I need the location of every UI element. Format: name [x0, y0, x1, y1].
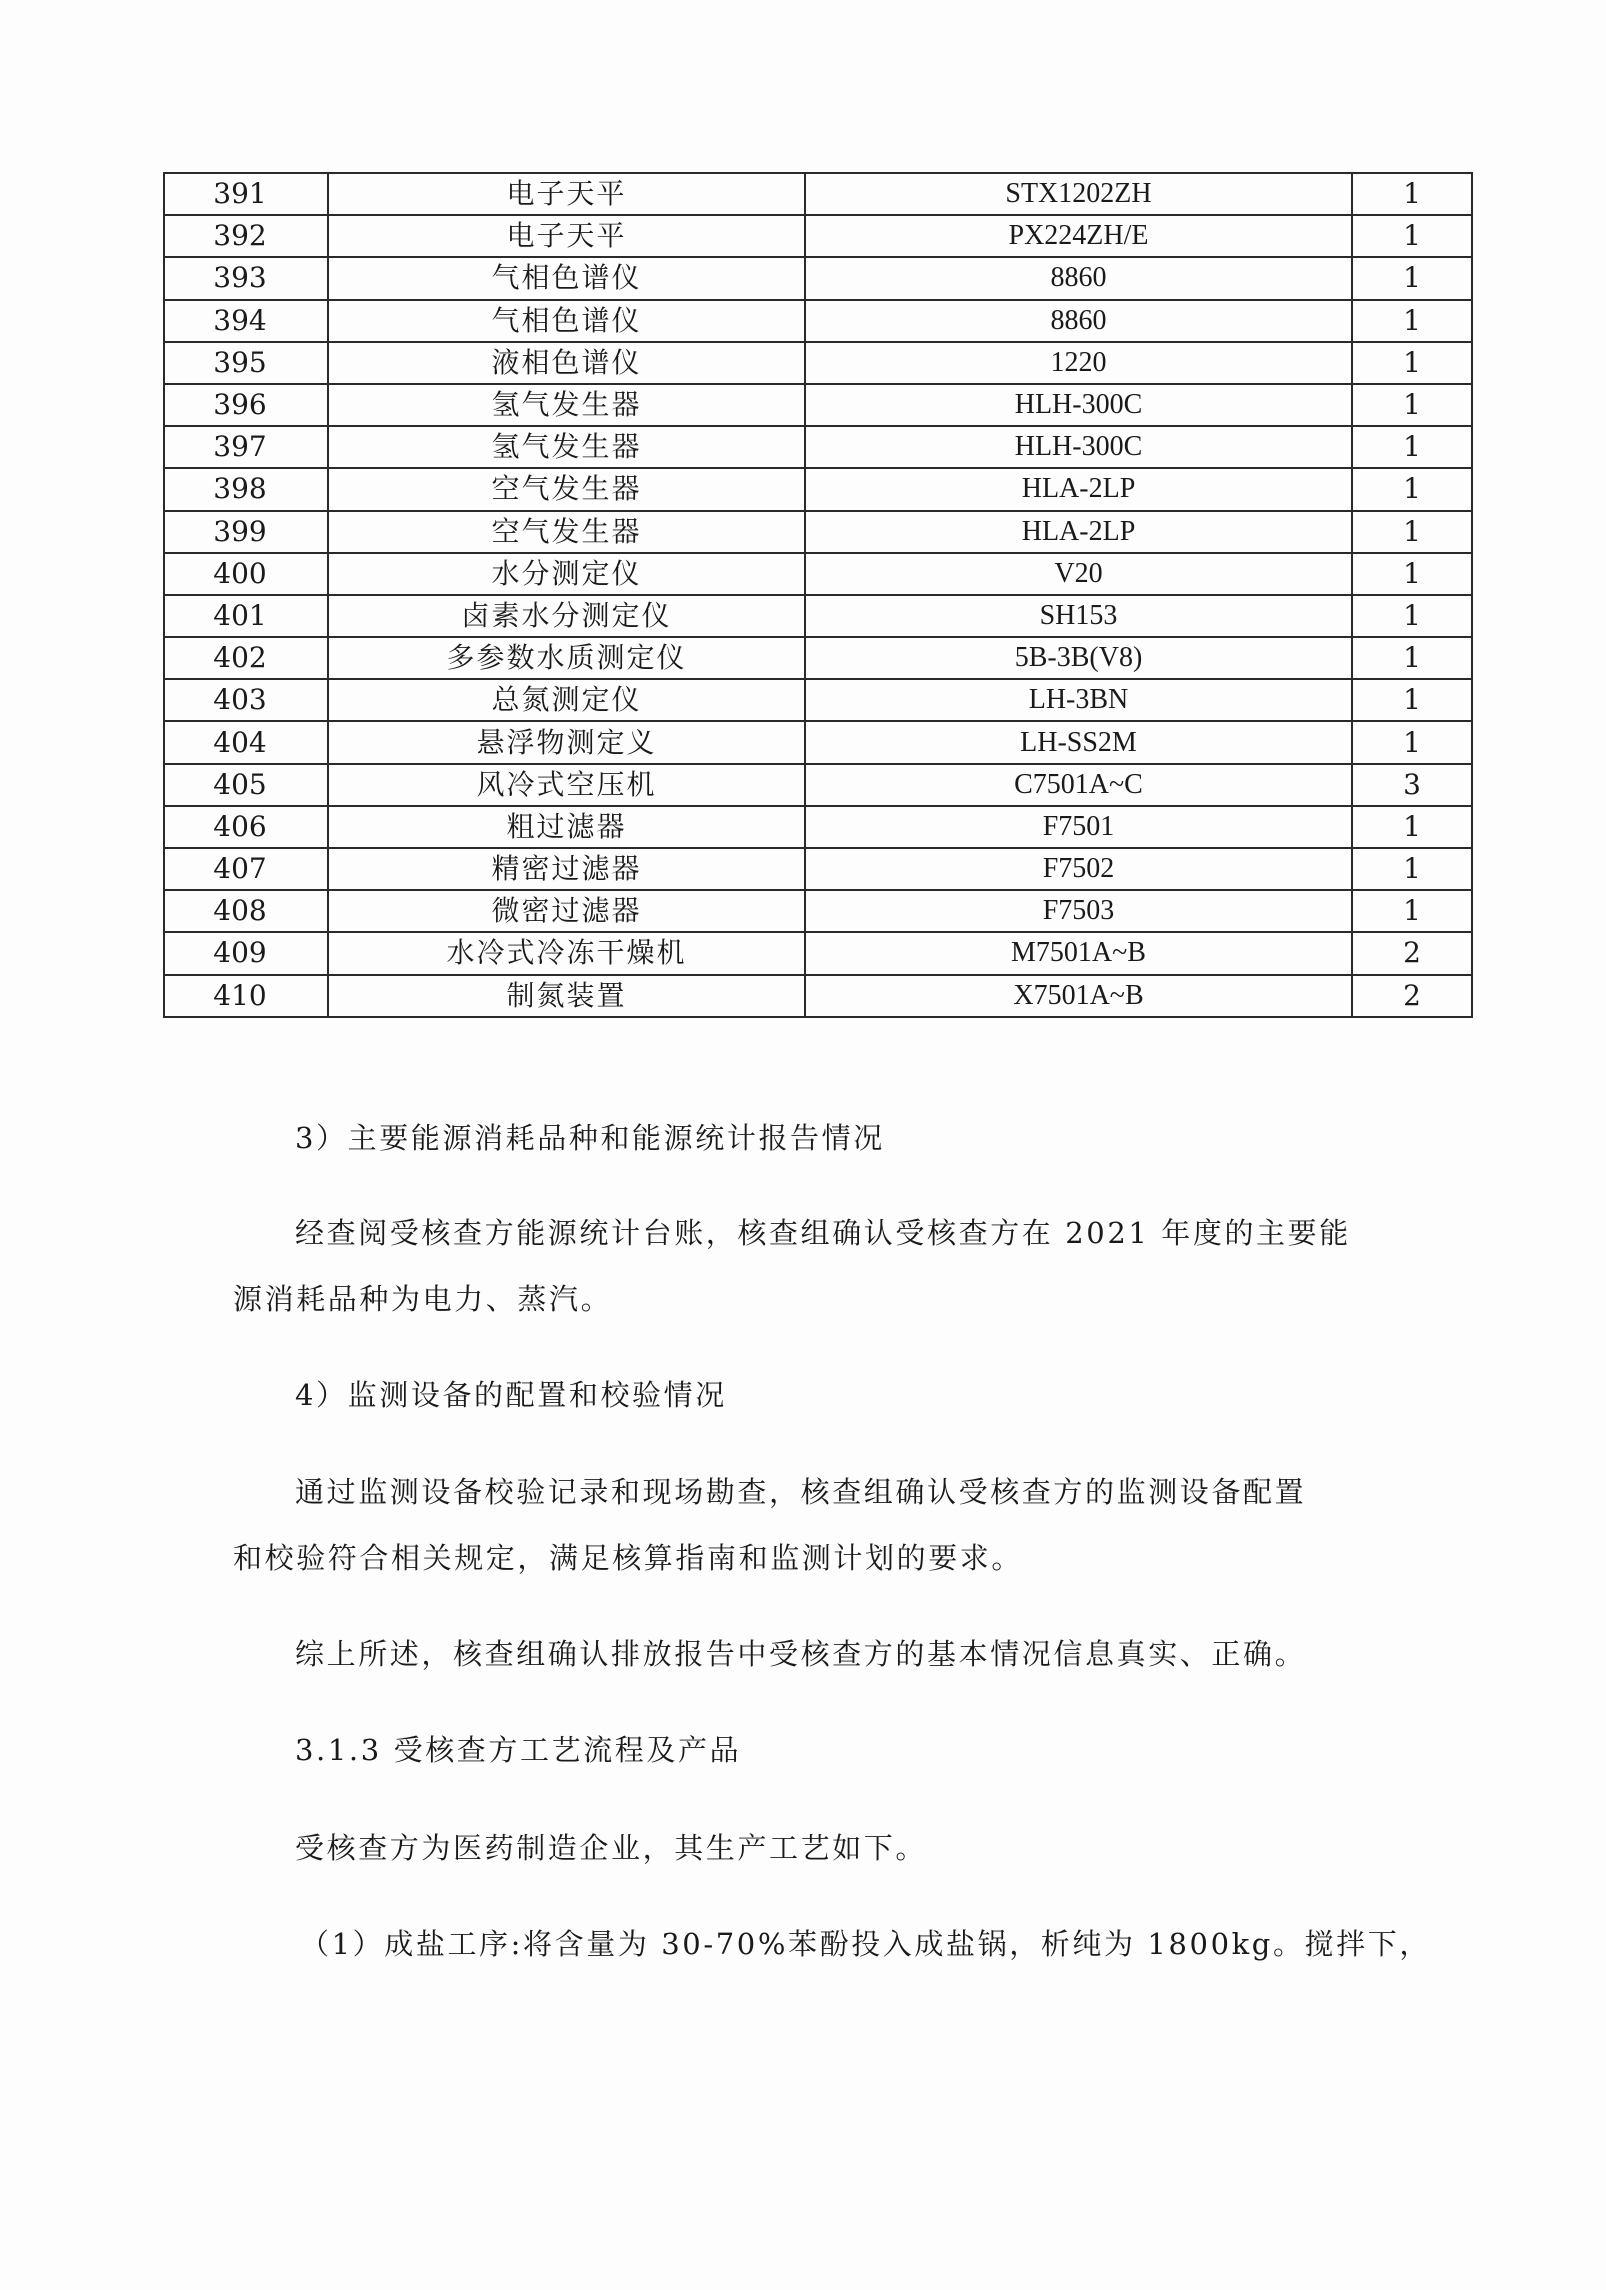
row-number: 393 [164, 257, 328, 299]
table-row [164, 553, 1472, 595]
row-number: 400 [164, 553, 328, 595]
equipment-name: 电子天平 [328, 173, 805, 215]
equipment-quantity: 1 [1352, 384, 1472, 426]
equipment-model: 8860 [805, 257, 1352, 299]
equipment-quantity: 3 [1352, 764, 1472, 806]
equipment-model: M7501A~B [805, 932, 1352, 974]
paragraph-summary: 综上所述，核查组确认排放报告中受核查方的基本情况信息真实、正确。 [295, 1637, 1307, 1671]
row-number: 409 [164, 932, 328, 974]
equipment-quantity: 2 [1352, 932, 1472, 974]
row-number: 406 [164, 806, 328, 848]
equipment-name: 精密过滤器 [328, 848, 805, 890]
table-row [164, 890, 1472, 932]
table-row [164, 173, 1472, 215]
equipment-quantity: 1 [1352, 806, 1472, 848]
table-row [164, 342, 1472, 384]
paragraph-monitoring-line-1: 通过监测设备校验记录和现场勘查，核查组确认受核查方的监测设备配置 [295, 1475, 1307, 1509]
equipment-quantity: 1 [1352, 637, 1472, 679]
table-row [164, 300, 1472, 342]
row-number: 404 [164, 721, 328, 763]
equipment-model: HLH-300C [805, 384, 1352, 426]
equipment-model: SH153 [805, 595, 1352, 637]
equipment-table-body [164, 173, 1472, 1017]
row-number: 395 [164, 342, 328, 384]
row-number: 405 [164, 764, 328, 806]
table-row [164, 975, 1472, 1017]
table-row [164, 721, 1472, 763]
equipment-model: 5B-3B(V8) [805, 637, 1352, 679]
equipment-name: 制氮装置 [328, 975, 805, 1017]
equipment-quantity: 1 [1352, 257, 1472, 299]
table-row [164, 215, 1472, 257]
equipment-quantity: 1 [1352, 300, 1472, 342]
row-number: 407 [164, 848, 328, 890]
equipment-model: V20 [805, 553, 1352, 595]
row-number: 402 [164, 637, 328, 679]
paragraph-step-1: （1）成盐工序:将含量为 30-70%苯酚投入成盐锅，析纯为 1800kg。搅拌下， [300, 1927, 1431, 1961]
equipment-name: 微密过滤器 [328, 890, 805, 932]
equipment-name: 悬浮物测定义 [328, 721, 805, 763]
heading-monitoring-equipment: 4）监测设备的配置和校验情况 [295, 1378, 727, 1412]
table-row [164, 511, 1472, 553]
table-row [164, 848, 1472, 890]
equipment-model: F7501 [805, 806, 1352, 848]
row-number: 410 [164, 975, 328, 1017]
section-heading-313: 3.1.3 受核查方工艺流程及产品 [295, 1733, 742, 1767]
equipment-model: STX1202ZH [805, 173, 1352, 215]
equipment-quantity: 1 [1352, 173, 1472, 215]
table-row [164, 384, 1472, 426]
table-row [164, 595, 1472, 637]
equipment-model: X7501A~B [805, 975, 1352, 1017]
equipment-model: LH-3BN [805, 679, 1352, 721]
equipment-model: LH-SS2M [805, 721, 1352, 763]
equipment-quantity: 1 [1352, 679, 1472, 721]
equipment-quantity: 1 [1352, 848, 1472, 890]
equipment-name: 气相色谱仪 [328, 300, 805, 342]
equipment-quantity: 1 [1352, 721, 1472, 763]
equipment-name: 水分测定仪 [328, 553, 805, 595]
equipment-name: 水冷式冷冻干燥机 [328, 932, 805, 974]
equipment-name: 空气发生器 [328, 511, 805, 553]
equipment-quantity: 1 [1352, 595, 1472, 637]
table-row [164, 806, 1472, 848]
row-number: 394 [164, 300, 328, 342]
equipment-quantity: 1 [1352, 215, 1472, 257]
row-number: 398 [164, 468, 328, 510]
equipment-table [163, 172, 1473, 1018]
table-row [164, 679, 1472, 721]
table-row [164, 257, 1472, 299]
equipment-model: F7502 [805, 848, 1352, 890]
heading-energy-consumption: 3）主要能源消耗品种和能源统计报告情况 [295, 1121, 885, 1155]
row-number: 391 [164, 173, 328, 215]
paragraph-energy-line-1: 经查阅受核查方能源统计台账，核查组确认受核查方在 2021 年度的主要能 [295, 1216, 1351, 1250]
row-number: 403 [164, 679, 328, 721]
paragraph-process-intro: 受核查方为医药制造企业，其生产工艺如下。 [295, 1831, 928, 1865]
equipment-name: 粗过滤器 [328, 806, 805, 848]
row-number: 397 [164, 426, 328, 468]
equipment-name: 卤素水分测定仪 [328, 595, 805, 637]
equipment-quantity: 1 [1352, 468, 1472, 510]
table-row [164, 468, 1472, 510]
table-row [164, 426, 1472, 468]
equipment-model: C7501A~C [805, 764, 1352, 806]
table-row [164, 764, 1472, 806]
equipment-quantity: 1 [1352, 342, 1472, 384]
equipment-name: 电子天平 [328, 215, 805, 257]
equipment-name: 液相色谱仪 [328, 342, 805, 384]
equipment-name: 气相色谱仪 [328, 257, 805, 299]
equipment-name: 氢气发生器 [328, 384, 805, 426]
equipment-quantity: 1 [1352, 890, 1472, 932]
row-number: 401 [164, 595, 328, 637]
equipment-model: 8860 [805, 300, 1352, 342]
equipment-name: 氢气发生器 [328, 426, 805, 468]
row-number: 392 [164, 215, 328, 257]
paragraph-energy-line-2: 源消耗品种为电力、蒸汽。 [233, 1282, 613, 1316]
equipment-model: HLH-300C [805, 426, 1352, 468]
table-row [164, 637, 1472, 679]
row-number: 396 [164, 384, 328, 426]
equipment-name: 风冷式空压机 [328, 764, 805, 806]
equipment-model: PX224ZH/E [805, 215, 1352, 257]
equipment-model: F7503 [805, 890, 1352, 932]
equipment-model: HLA-2LP [805, 468, 1352, 510]
equipment-quantity: 1 [1352, 553, 1472, 595]
row-number: 408 [164, 890, 328, 932]
equipment-model: HLA-2LP [805, 511, 1352, 553]
equipment-name: 空气发生器 [328, 468, 805, 510]
equipment-quantity: 1 [1352, 511, 1472, 553]
row-number: 399 [164, 511, 328, 553]
equipment-name: 总氮测定仪 [328, 679, 805, 721]
equipment-quantity: 2 [1352, 975, 1472, 1017]
paragraph-monitoring-line-2: 和校验符合相关规定，满足核算指南和监测计划的要求。 [233, 1541, 1024, 1575]
equipment-name: 多参数水质测定仪 [328, 637, 805, 679]
equipment-model: 1220 [805, 342, 1352, 384]
equipment-quantity: 1 [1352, 426, 1472, 468]
table-row [164, 932, 1472, 974]
